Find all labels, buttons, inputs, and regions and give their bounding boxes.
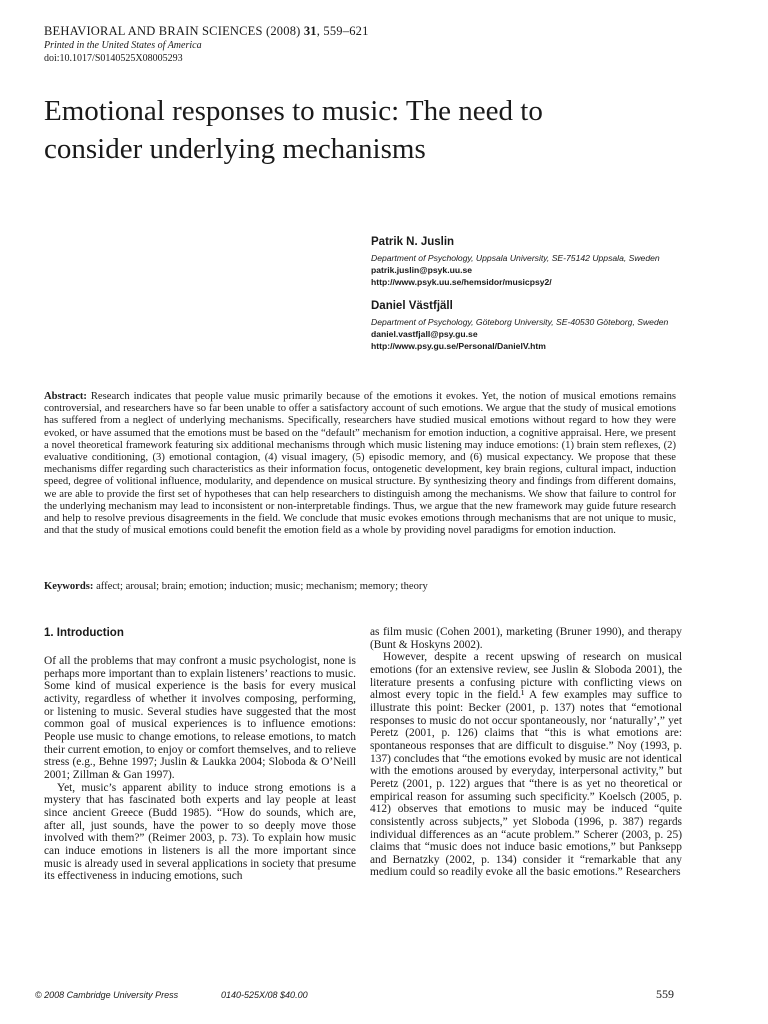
- abstract: [44, 391, 676, 537]
- body-paragraph: as film music (Cohen 2001), marketing (Bruner 1990), and therapy (Bunt & Hoskyns 2002).: [370, 626, 682, 651]
- journal-name: BEHAVIORAL AND BRAIN SCIENCES (2008): [44, 24, 304, 38]
- author-name: Patrik N. Juslin: [371, 236, 455, 248]
- author-department: Department of Psychology, Uppsala University, SE-75142 Uppsala, Sweden: [371, 253, 660, 263]
- abstract-text: Research indicates that people value music primarily because of the emotions it evokes. Yet, the notion of musical emotions remains controversial, and researchers have so far been unable to offer a satisfactory account of such emotions. We argue that the study of musical emotions has suffered from a neglect of underlying mechanisms. Specifically, researchers have studied musical emotions without regard to how they were evoked, or have assumed that the emotions must be based on the “default” mechanism for emotion induction, a cognitive appraisal. Here, we present a novel theoretical framework featuring six additional mechanisms through which music listening may induce emotions: (1) brain stem reflexes, (2) evaluative conditioning, (3) emotional contagion, (4) visual imagery, (5) episodic memory, and (6) musical expectancy. We propose that these mechanisms differ regarding such characteristics as their information focus, ontogenetic development, key brain regions, cultural impact, induction speed, degree of volitional influence, modularity, and dependence on musical structure. By synthesizing theory and findings from different domains, we are able to provide the first set of hypotheses that can help researchers to distinguish among the mechanisms. We show that failure to control for the underlying mechanism may lead to inconsistent or non-interpretable findings. Thus, we argue that the new framework may guide future research and help to resolve previous disagreements in the field. We conclude that music evokes emotions through mechanisms that are not unique to music, and that the study of musical emotions could benefit the emotion field as a whole by providing novel paradigms for emotion induction.: [44, 391, 676, 537]
- author-email-link[interactable]: daniel.vastfjall@psy.gu.se: [371, 329, 478, 339]
- journal-volume: 31: [303, 24, 317, 38]
- body-paragraph: However, despite a recent upswing of research on musical emotions (for an extensive review, see Juslin & Sloboda 2001), the literature presents a confusing picture with conflicting views on almost every topic in the field.¹ A few examples may suffice to illustrate this point: Becker (2001, p. 137) notes that “emotional responses to music do not occur spontaneously, nor ‘naturally’,” yet Peretz (2001, p. 126) claims that “this is what emotions are: spontaneous responses that are difficult to disguise.” Noy (1993, p. 137) concludes that “the emotions evoked by music are not identical with the emotions aroused by everyday, interpersonal activity,” but Peretz (2001, p. 122) argues that “there is as yet no theoretical or empirical reason for assuming such specificity.” Koelsch (2005, p. 412) observes that emotions to music may be induced “quite consistently across subjects,” yet Sloboda (1996, p. 387) regards individual differences as an “acute problem.” Scherer (2003, p. 25) claims that “music does not induce basic emotions,” but Panksepp and Bernatzky (2002, p. 134) consider it “remarkable that any medium could so readily evoke all the basic emotions.” Researchers: [370, 651, 682, 879]
- abstract-label: Abstract:: [44, 391, 87, 402]
- author-name: Daniel Västfjäll: [371, 300, 453, 312]
- author-homepage-link[interactable]: http://www.psy.gu.se/Personal/DanielV.htm: [371, 341, 546, 351]
- journal-pages: , 559–621: [316, 24, 369, 38]
- page-number: 559: [656, 987, 674, 1001]
- keywords-label: Keywords:: [44, 581, 94, 592]
- author-email-link[interactable]: patrik.juslin@psyk.uu.se: [371, 265, 473, 275]
- author-department: Department of Psychology, Göteborg University, SE-40530 Göteborg, Sweden: [371, 317, 669, 327]
- printed-note: Printed in the United States of America: [44, 40, 202, 51]
- footer-issn: 0140-525X/08 $40.00: [221, 990, 308, 1000]
- body-paragraph: Yet, music’s apparent ability to induce strong emotions is a mystery that has fascinated both experts and lay people at least since ancient Greece (Budd 1985). “How do sounds, which are, after all, just sounds, have the power to so deeply move those involved with them?” (Reimer 2003, p. 73). To explain how music can induce emotions in listeners is all the more important since music is already used in several applications in society that presume its effectiveness in inducing emotions, such: [44, 781, 356, 883]
- body-paragraph: Of all the problems that may confront a music psychologist, none is perhaps more important than to explain listeners’ reactions to music. Some kind of musical experience is the basis for every musical activity, regardless of whether it involves composing, performing, or listening to music. Several studies have suggested that the most common goal of musical experiences is to influence emotions: People use music to change emotions, to release emotions, to match their current emotion, to enjoy or comfort themselves, and to relieve stress (e.g., Behne 1997; Juslin & Laukka 2004; Sloboda & O’Neill 2001; Zillman & Gan 1997).: [44, 655, 356, 781]
- doi-link[interactable]: doi:10.1017/S0140525X08005293: [44, 53, 183, 64]
- author-homepage-link[interactable]: http://www.psyk.uu.se/hemsidor/musicpsy2/: [371, 277, 552, 287]
- article-title: Emotional responses to music: The need to consider underlying mechanisms: [44, 95, 543, 165]
- journal-citation: [44, 24, 369, 39]
- body-column-right: [370, 626, 682, 879]
- author-block: [371, 300, 731, 351]
- body-column-left: [44, 655, 356, 883]
- section-heading: 1. Introduction: [44, 627, 124, 639]
- keywords: [44, 581, 676, 592]
- keywords-text: affect; arousal; brain; emotion; induction; music; mechanism; memory; theory: [93, 581, 428, 592]
- author-block: [371, 236, 731, 287]
- footer-copyright: © 2008 Cambridge University Press: [35, 990, 179, 1000]
